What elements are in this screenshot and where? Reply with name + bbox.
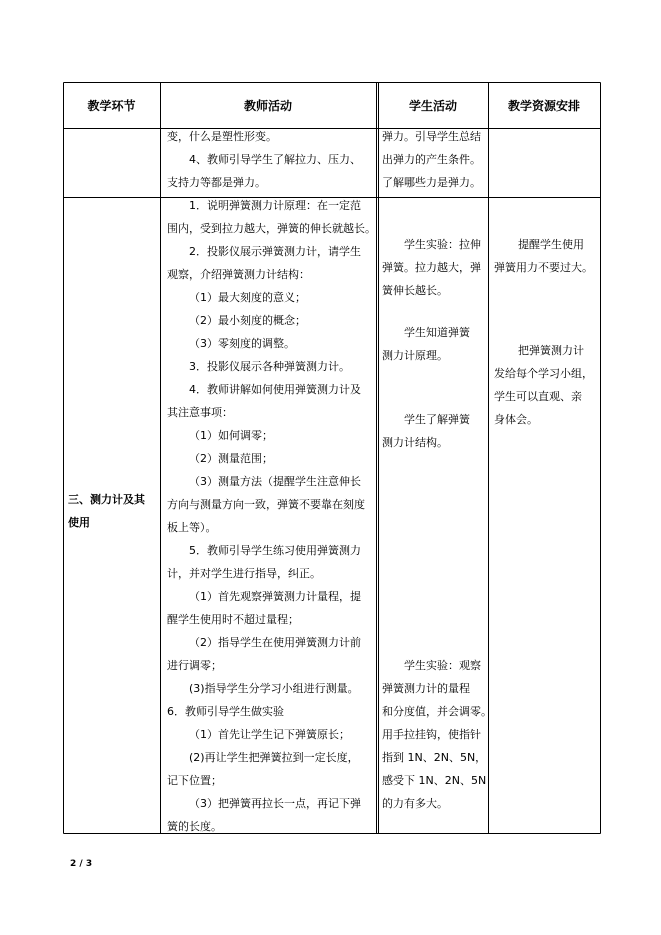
teacher-line: 方向与测量方向一致，弹簧不要靠在刻度 xyxy=(167,498,365,511)
teacher-line: 4．教师讲解如何使用弹簧测力计及 xyxy=(189,383,361,396)
header-teacher-activity: 教师活动 xyxy=(243,98,292,113)
teacher-line: 围内，受到拉力越大，弹簧的伸长就越长。 xyxy=(167,222,376,235)
student-line: 指到 1N、2N、5N， xyxy=(382,751,487,764)
student-line: 出弹力的产生条件。 xyxy=(382,153,481,166)
teacher-line: 5．教师引导学生练习使用弹簧测力 xyxy=(189,544,361,557)
teacher-line: 醒学生使用时不超过量程； xyxy=(167,613,299,626)
teacher-line: （3）把弹簧再拉长一点，再记下弹 xyxy=(189,797,361,810)
teacher-line: （1）首先观察弹簧测力计量程，提 xyxy=(189,590,361,603)
resource-line: 身体会。 xyxy=(494,413,538,426)
teacher-line: 簧的长度。 xyxy=(167,820,222,833)
resource-line: 把弹簧测力计 xyxy=(518,344,584,357)
teacher-line: 1．说明弹簧测力计原理：在一定范 xyxy=(189,199,361,212)
header-resources: 教学资源安排 xyxy=(507,98,580,113)
student-line: 测力计结构。 xyxy=(382,436,448,449)
student-line: 了解哪些力是弹力。 xyxy=(382,176,481,189)
teacher-line: 计，并对学生进行指导，纠正。 xyxy=(167,567,321,580)
header-student-activity: 学生活动 xyxy=(408,98,457,113)
student-line: 的力有多大。 xyxy=(382,797,448,810)
teacher-line: 2．投影仪展示弹簧测力计，请学生 xyxy=(189,245,361,258)
student-line: 用手拉挂钩，使指针 xyxy=(382,728,481,741)
teacher-line: （2）最小刻度的概念； xyxy=(189,314,306,327)
student-line: 弹力。引导学生总结 xyxy=(382,130,481,143)
teacher-line: （2）指导学生在使用弹簧测力计前 xyxy=(189,636,361,649)
teacher-line: （1）首先让学生记下弹簧原长； xyxy=(189,728,350,741)
page-number: 2 / 3 xyxy=(70,859,93,869)
student-line: 学生知道弹簧 xyxy=(404,326,470,339)
student-line: 簧伸长越长。 xyxy=(382,284,448,297)
teacher-line: （3）测量方法（提醒学生注意伸长 xyxy=(189,475,361,488)
header-teaching-stage: 教学环节 xyxy=(87,98,136,113)
student-line: 学生了解弹簧 xyxy=(404,413,470,426)
teacher-line: （1）如何调零； xyxy=(189,429,273,442)
teacher-line: （3）零刻度的调整。 xyxy=(189,337,295,350)
teacher-line: 观察，介绍弹簧测力计结构： xyxy=(167,268,310,281)
teacher-line: 记下位置； xyxy=(167,774,222,787)
teacher-line: (3)指导学生分学习小组进行测量。 xyxy=(189,682,359,695)
teacher-line: 变，什么是塑性形变。 xyxy=(167,130,277,143)
teacher-line: （1）最大刻度的意义； xyxy=(189,291,306,304)
teacher-line: 板上等）。 xyxy=(167,521,217,534)
student-line: 弹簧。拉力越大，弹 xyxy=(382,261,481,274)
student-line: 学生实验：观察 xyxy=(404,659,481,672)
student-line: 和分度值，并会调零。 xyxy=(382,705,492,718)
teacher-line: 6．教师引导学生做实验 xyxy=(167,705,284,718)
teacher-line: 进行调零； xyxy=(167,659,222,672)
teacher-line: 4、教师引导学生了解拉力、压力、 xyxy=(189,153,361,166)
teacher-line: 支持力等都是弹力。 xyxy=(167,176,266,189)
student-line: 弹簧测力计的量程 xyxy=(382,682,470,695)
teacher-line: (2)再让学生把弹簧拉到一定长度， xyxy=(189,751,359,764)
section-label: 三、测力计及其 使用 xyxy=(68,493,145,529)
resource-line: 弹簧用力不要过大。 xyxy=(494,261,593,274)
student-line: 学生实验：拉伸 xyxy=(404,238,481,251)
teacher-line: 其注意事项： xyxy=(167,406,233,419)
resource-line: 提醒学生使用 xyxy=(518,238,584,251)
student-line: 测力计原理。 xyxy=(382,349,448,362)
resource-line: 学生可以直观、亲 xyxy=(494,390,582,403)
teacher-line: 3．投影仪展示各种弹簧测力计。 xyxy=(189,360,350,373)
teacher-line: （2）测量范围； xyxy=(189,452,273,465)
resource-line: 发给每个学习小组， xyxy=(494,367,593,380)
student-line: 感受下 1N、2N、5N xyxy=(382,774,487,787)
